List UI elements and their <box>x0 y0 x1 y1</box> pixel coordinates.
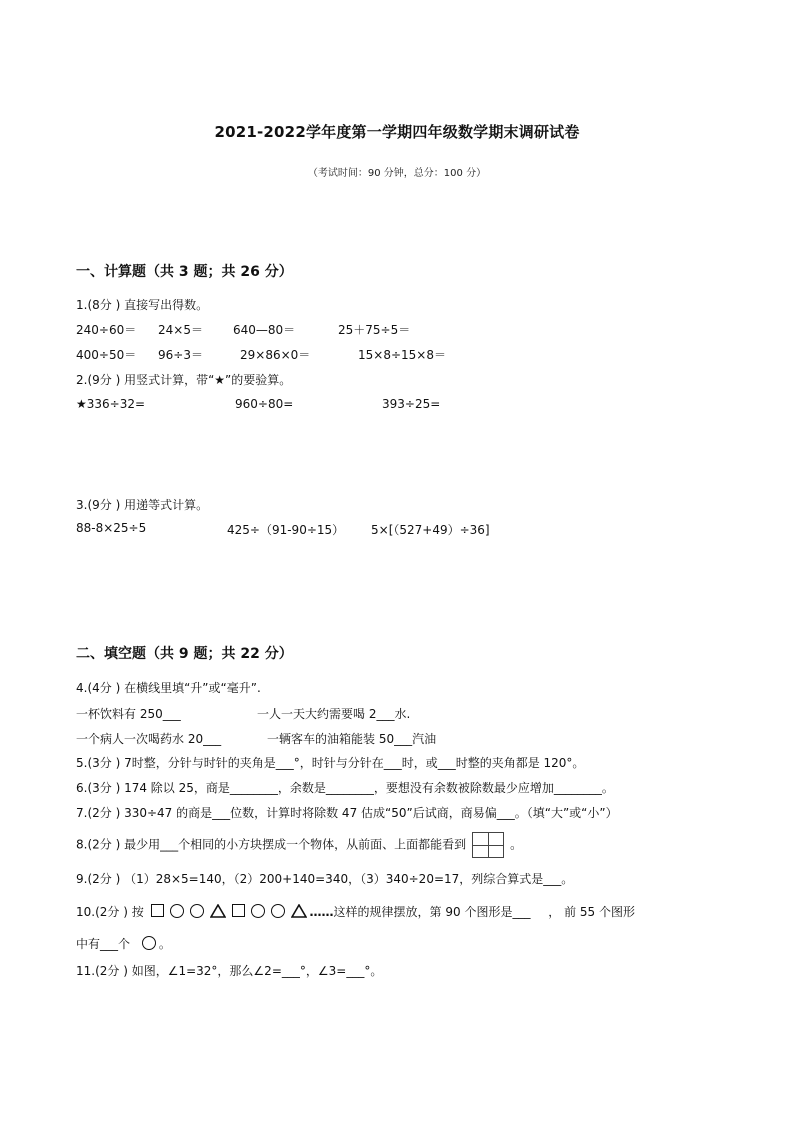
circle-icon <box>251 904 265 918</box>
page-title: 2021-2022学年度第一学期四年级数学期末调研试卷 <box>214 123 580 141</box>
q2-item: 960÷80= <box>235 397 294 411</box>
q1-item: 24×5＝ <box>158 323 203 337</box>
question-10-prefix: 10.(2分 ) 按 <box>76 905 144 919</box>
question-1-label: 1.(8分 ) 直接写出得数。 <box>76 298 209 312</box>
question-6: 6.(3分 ) 174 除以 25，商是________，余数是________，要想没有余数被除数最少应增加________。 <box>76 781 614 795</box>
circle-icon <box>271 904 285 918</box>
q3-item: 5×[（527+49）÷36] <box>371 523 490 537</box>
question-10-line2-end: 。 <box>158 937 171 951</box>
question-10-line2-prefix: 中有___个 <box>76 937 131 951</box>
q3-item: 425÷（91-90÷15） <box>227 523 345 537</box>
question-8-text: 8.(2分 ) 最少用___个相同的小方块摆成一个物体，从前面、上面都能看到 <box>76 837 467 852</box>
question-8 <box>76 832 522 858</box>
circle-icon <box>142 936 156 950</box>
question-5: 5.(3分 ) 7时整，分针与时针的夹角是___°，时针与分针在___时，或___时整的夹角都是 120°。 <box>76 756 585 770</box>
circle-icon <box>190 904 204 918</box>
square-icon <box>151 904 164 917</box>
q1-item: 640—80＝ <box>233 323 296 337</box>
pattern-dots: …… <box>309 905 334 919</box>
question-8-end: 。 <box>510 837 523 852</box>
circle-icon <box>170 904 184 918</box>
exam-info: （考试时间：90 分钟，总分：100 分） <box>307 168 487 179</box>
question-10-suffix: 这样的规律摆放，第 90 个图形是___ <box>333 905 531 919</box>
q2-item: 393÷25= <box>382 397 441 411</box>
q4-item: 一人一天大约需要喝 2___水. <box>257 707 411 721</box>
q2-item: ★336÷32= <box>76 397 146 411</box>
q1-item: 240÷60＝ <box>76 323 137 337</box>
question-3-label: 3.(9分 ) 用递等式计算。 <box>76 498 209 512</box>
q4-item: 一辆客车的油箱能装 50___汽油 <box>267 732 437 746</box>
section-heading-fill-blank: 二、填空题（共 9 题；共 22 分） <box>76 646 293 662</box>
question-9: 9.(2分 ) （1）28×5=140，（2）200+140=340，（3）340÷20=17，列综合算式是___。 <box>76 872 574 886</box>
question-4-label: 4.(4分 ) 在横线里填“升”或“毫升”. <box>76 681 261 695</box>
triangle-icon <box>210 904 226 918</box>
q1-item: 96÷3＝ <box>158 348 203 362</box>
question-10-suffix2: ， 前 55 个图形 <box>548 905 635 919</box>
q4-item: 一杯饮料有 250___ <box>76 707 181 721</box>
question-10 <box>76 903 635 920</box>
question-7: 7.(2分 ) 330÷47 的商是___位数，计算时将除数 47 估成“50”后试商，商易偏___。（填“大”或“小”） <box>76 806 618 820</box>
question-10-line2 <box>76 935 171 952</box>
question-11: 11.(2分 ) 如图，∠1=32°，那么∠2=___°，∠3=___°。 <box>76 964 383 978</box>
q3-item: 88-8×25÷5 <box>76 521 147 535</box>
q1-item: 29×86×0＝ <box>240 348 311 362</box>
four-square-grid-icon <box>472 832 504 858</box>
question-2-label: 2.(9分 ) 用竖式计算，带“★”的要验算。 <box>76 373 292 387</box>
square-icon <box>232 904 245 917</box>
q1-item: 15×8÷15×8＝ <box>358 348 446 362</box>
q1-item: 400÷50＝ <box>76 348 137 362</box>
q1-item: 25＋75÷5＝ <box>338 323 411 337</box>
q4-item: 一个病人一次喝药水 20___ <box>76 732 222 746</box>
section-heading-calculation: 一、计算题（共 3 题；共 26 分） <box>76 264 293 280</box>
triangle-icon <box>291 904 307 918</box>
